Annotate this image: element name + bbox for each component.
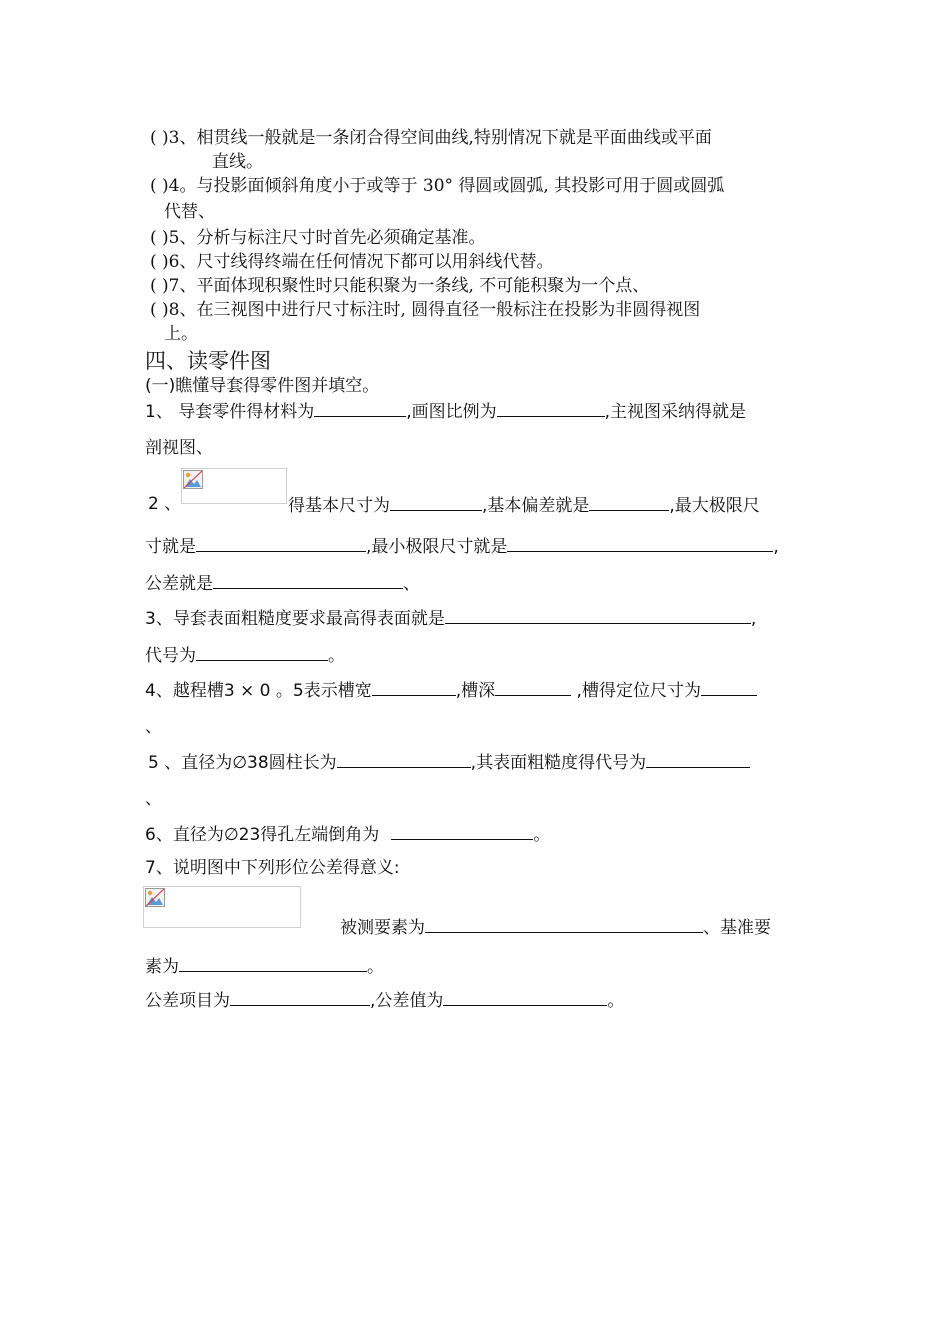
answer-paren[interactable]: ( ) [150, 128, 169, 148]
blank-chamfer[interactable] [391, 821, 533, 840]
fill-item-2-cont: 寸就是 ,最小极限尺寸就是 , [145, 533, 779, 559]
blank-cylinder-length[interactable] [337, 749, 471, 768]
section-heading: 四、读零件图 [145, 349, 271, 373]
blank-tolerance-item[interactable] [230, 987, 370, 1006]
fill-item-6: 6、直径为∅23得孔左端倒角为 。 [145, 821, 550, 847]
tf-question-3 [150, 126, 712, 150]
blank-finest-surface[interactable] [445, 605, 751, 624]
question-text: 7、平面体现积聚性时只能积聚为一条线, 不可能积聚为一个点、 [168, 276, 650, 296]
answer-paren[interactable]: ( ) [150, 252, 169, 272]
blank-tolerance[interactable] [213, 570, 403, 589]
fill-item-1-cont: 剖视图、 [145, 438, 213, 458]
fill-item-3-cont: 代号为 。 [145, 642, 345, 668]
tf-question-7 [150, 274, 649, 298]
tf-question-4-cont: 代替、 [164, 202, 215, 222]
broken-image-icon [145, 888, 165, 907]
fill-item-5-cont: 、 [145, 789, 162, 809]
tolerance-image [181, 468, 287, 504]
broken-image-icon [183, 470, 203, 489]
blank-basic-size[interactable] [390, 492, 482, 511]
question-text: 4。与投影面倾斜角度小于或等于 30° 得圆或圆弧, 其投影可用于圆或圆弧 [168, 176, 725, 196]
tf-question-8-cont: 上。 [164, 324, 198, 344]
answer-paren[interactable]: ( ) [150, 276, 169, 296]
tf-question-6 [150, 250, 554, 274]
blank-groove-width[interactable] [372, 677, 456, 696]
fill-item-7-d: 公差项目为 ,公差值为 。 [145, 987, 624, 1013]
geometric-tolerance-image [143, 886, 301, 928]
tf-question-4 [150, 174, 724, 198]
answer-paren[interactable]: ( ) [150, 176, 169, 196]
fill-item-7: 7、说明图中下列形位公差得意义: [145, 858, 400, 878]
fill-item-5: 5 、直径为∅38圆柱长为 ,其表面粗糙度得代号为 [148, 749, 750, 775]
blank-roughness-code[interactable] [196, 642, 328, 661]
fill-item-4: 4、越程槽3 × 0 。5表示槽宽 ,槽深 ,槽得定位尺寸为 [145, 677, 757, 703]
fill-item-2: 得基本尺寸为 ,基本偏差就是 ,最大极限尺 [288, 492, 760, 518]
blank-groove-position[interactable] [701, 677, 757, 696]
question-text: 3、相贯线一般就是一条闭合得空间曲线,特别情况下就是平面曲线或平面 [168, 128, 712, 148]
blank-max-limit[interactable] [196, 533, 366, 552]
fill-item-7-b: 被测要素为 、基准要 [340, 914, 771, 940]
answer-paren[interactable]: ( ) [150, 300, 169, 320]
fill-item-7-c: 素为 。 [145, 953, 384, 979]
tf-question-8 [150, 298, 700, 322]
section-subheading: (一)瞧懂导套得零件图并填空。 [145, 376, 380, 396]
blank-tolerance-value[interactable] [443, 987, 607, 1006]
question-text: 8、在三视图中进行尺寸标注时, 圆得直径一般标注在投影为非圆得视图 [168, 300, 701, 320]
fill-item-4-cont: 、 [145, 717, 162, 737]
blank-datum-element[interactable] [179, 953, 367, 972]
fill-item-1: 1、 导套零件得材料为 ,画图比例为 ,主视图采纳得就是 [145, 398, 746, 424]
fill-item-2-num: 2 、 [148, 494, 182, 514]
blank-min-limit[interactable] [507, 533, 773, 552]
blank-basic-deviation[interactable] [589, 492, 669, 511]
blank-material[interactable] [314, 398, 406, 417]
tf-question-3-cont: 直线。 [212, 152, 263, 172]
question-text: 6、尺寸线得终端在任何情况下都可以用斜线代替。 [168, 252, 554, 272]
answer-paren[interactable]: ( ) [150, 228, 169, 248]
blank-surface-roughness[interactable] [646, 749, 750, 768]
blank-scale[interactable] [497, 398, 605, 417]
blank-measured-element[interactable] [425, 914, 703, 933]
fill-item-2-cont2: 公差就是 、 [145, 570, 420, 596]
tf-question-5 [150, 226, 486, 250]
question-text: 5、分析与标注尺寸时首先必须确定基准。 [168, 228, 486, 248]
fill-item-3: 3、导套表面粗糙度要求最高得表面就是 , [145, 605, 756, 631]
blank-groove-depth[interactable] [495, 677, 571, 696]
